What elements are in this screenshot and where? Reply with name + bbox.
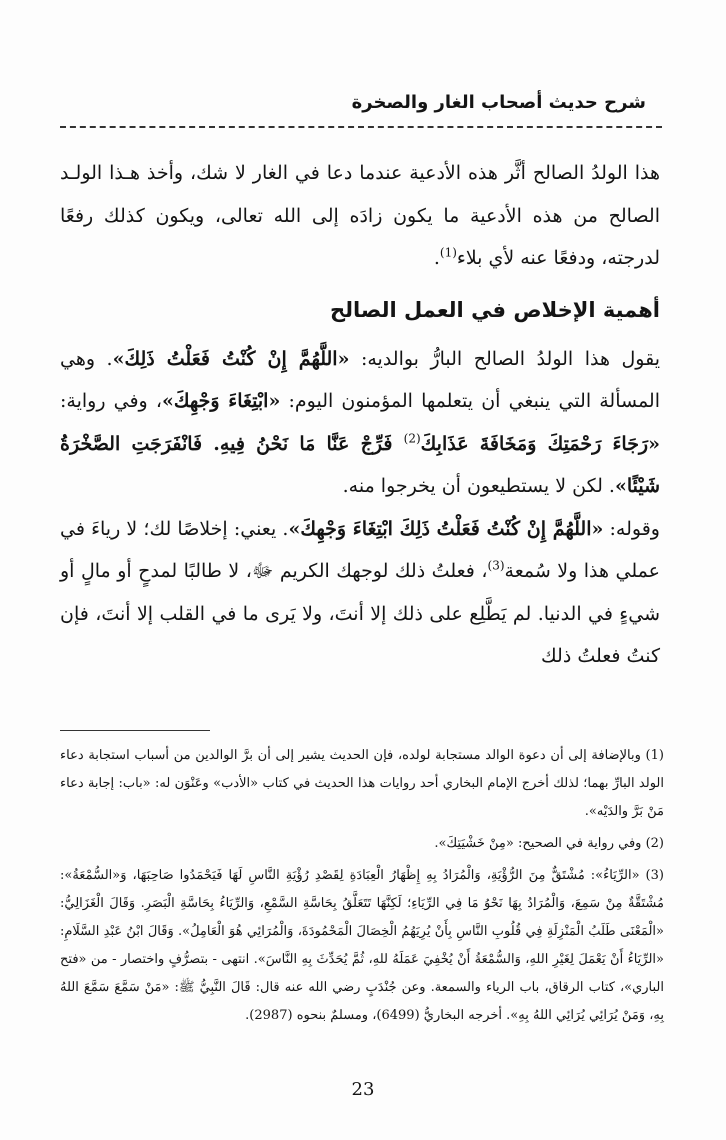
section-heading: أهمية الإخلاص في العمل الصالح [330,297,660,322]
hadith-quote-1: «اللَّهُمَّ إِنْ كُنْتُ فَعَلْتُ ذَلِكَ» [112,347,350,370]
footnote-divider [60,730,210,731]
hadith-quote-2: «ابْتِغَاءَ وَجْهِكَ» [162,390,281,412]
footnote-1: (1) وبالإضافة إلى أن دعوة الوالد مستجابة لولده، فإن الحديث يشير إلى أن برَّ الوالدين من أسباب استجابة دعاء الولد البارِّ بهما؛ لذلك أخرج الإمام البخاري أحد روايات هذا الحديث في كتاب «الأدب» وعَنْوَن له: «باب: إجابة دعاء مَنْ بَرَّ والدَيْه». [60,748,664,819]
paragraph-1-end: . [433,247,440,269]
footnote-3: (3) «الرِّيَاءُ»: مُشْتَقٌّ مِنَ الرُّؤْيَةِ، وَالْمُرَادُ بِهِ إِظْهَارُ الْعِبَادَةِ لِقَصْدِ رُؤْيَةِ النَّاسِ لَهَا فَيَحْمَدُوا صَاحِبَهَا، وَ«السُّمْعَةُ»: مُشْتَقَّةٌ مِنْ سَمِعَ، وَالْمُرَادُ بِهَا نَحْوُ مَا فِي الرِّيَاءِ؛ لَكِنَّهَا تَتَعَلَّقُ بِحَاسَّةِ السَّمْعِ، وَالرِّيَاءُ بِحَاسَّةِ الْبَصَرِ. وَقَالَ الْغَزَالِيُّ: «الْمَعْنَى طَلَبُ الْمَنْزِلَةِ فِي قُلُوبِ النَّاسِ بِأَنْ يُرِيَهُمُ الْخِصَالَ الْمَحْمُودَةَ، وَالْمُرَائِي هُوَ الْعَامِلُ». وَقَالَ ابْنُ عَبْدِ السَّلَامِ: «الرِّيَاءُ أَنْ يَعْمَلَ لِغَيْرِ اللهِ، وَالسُّمْعَةُ أَنْ يُخْفِيَ عَمَلَهُ للهِ، ثُمَّ يُحَدِّثَ بِهِ النَّاسَ». انتهى - بتصرُّفٍ واختصار - من «فتح الباري»، كتاب الرقاق، باب الرياء والسمعة. وعن جُنْدَبٍ رضي الله عنه قال: قَالَ النَّبِيُّ ﷺ: «مَنْ سَمَّعَ سَمَّعَ اللهُ بِهِ، وَمَنْ يُرَائِي يُرَائِي اللهُ بِهِ». أخرجه البخاريُّ (6499)، ومسلمٌ بنحوه (2987). [60,868,664,1023]
footnote-ref-2[interactable]: (2) [403,431,421,446]
running-header: شرح حديث أصحاب الغار والصخرة [351,92,646,113]
paragraph-2 [60,338,660,508]
paragraph-2-text-c: ، وفي رواية: [60,390,162,412]
paragraph-3-text-a: وقوله: [603,517,660,540]
paragraph-2-text-d: . لكن لا يستطيعون أن يخرجوا منه. [342,475,615,497]
header-divider [60,126,662,128]
footnote-ref-1[interactable]: (1) [439,245,457,260]
paragraph-3-text-c: ، فعلتُ ذلك لوجهك الكريم ﷻ، لا طالبًا لمدحٍ أو مالٍ أو شيءٍ في الدنيا. لم يَطَّلِع على ذلك إلا أنتَ، ولا يَرى ما في القلب إلا أنتَ، فإن كنتُ فعلتُ ذلك [60,560,660,667]
paragraph-1-text: هذا الولدُ الصالح أثَّر هذه الأدعية عندما دعا في الغار لا شك، وأخذ هـذا الولـد الصالح من هذه الأدعية ما يكون زادَه إلى الله تعالى، ويكون كذلك رفعًا لدرجته، ودفعًا عنه لأي بلاء [60,162,660,269]
paragraph-2-text-a: يقول هذا الولدُ الصالح البارُّ بوالديه: [349,347,660,370]
main-text [60,152,660,678]
footnote-ref-3[interactable]: (3) [487,558,505,573]
hadith-quote-4: فَرِّجْ عَنَّا مَا نَحْنُ فِيهِ. فَانْفَرَجَتِ الصَّخْرَةُ شَيْئًا» [60,432,660,497]
footnotes [60,742,664,1034]
paragraph-1 [60,152,660,280]
paragraph-3 [60,508,660,678]
footnote-2: (2) وفي رواية في الصحيح: «مِنْ خَشْيَتِكَ». [434,836,664,851]
paragraph-2-text-b: . وهي المسألة التي ينبغي أن يتعلمها المؤمنون اليوم: [60,347,660,412]
hadith-quote-5: «اللَّهُمَّ إِنْ كُنْتُ فَعَلْتُ ذَلِكَ ابْتِغَاءَ وَجْهِكَ» [288,517,604,540]
page-number: 23 [351,1079,375,1100]
paragraph-3-text-b: . يعني: إخلاصًا لك؛ لا رياءَ في عملي هذا ولا سُمعة [60,517,660,582]
hadith-quote-3: «رَجَاءَ رَحْمَتِكَ وَمَخَافَةَ عَذَابِكَ [420,432,660,455]
